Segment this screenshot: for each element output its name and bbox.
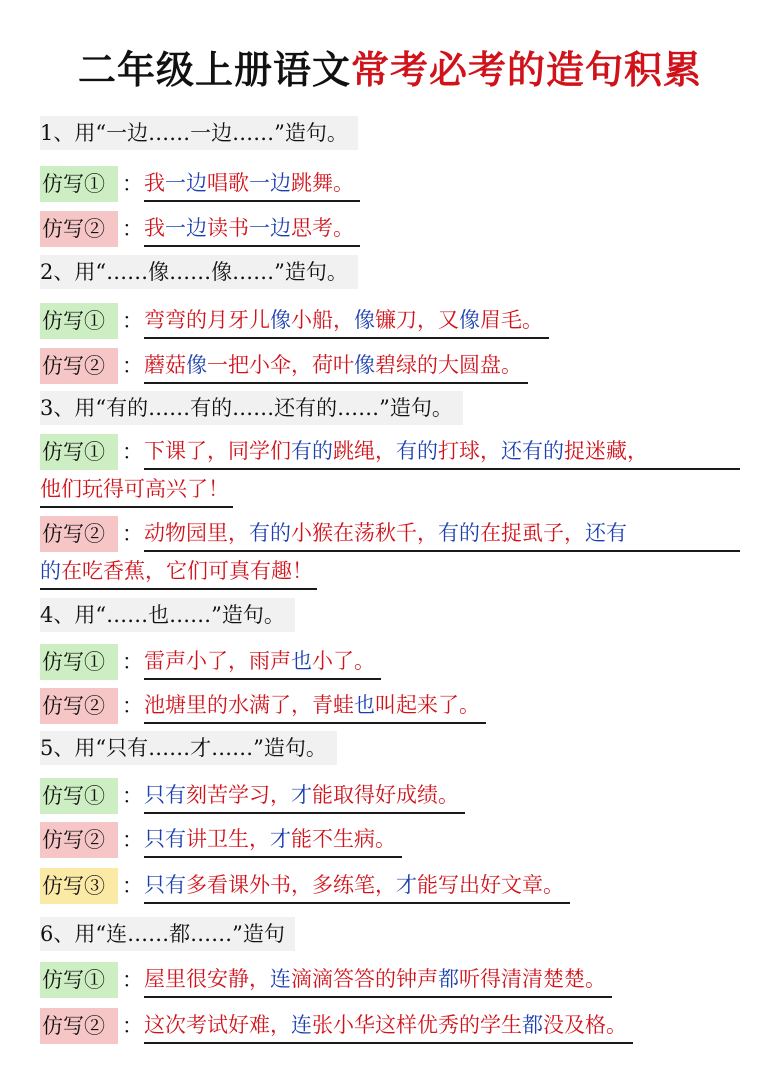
keyword-text: 有的 [396, 439, 438, 463]
question-prompt: 6、用“连……都……”造句 [40, 917, 295, 951]
question-prompt: 2、用“……像……像……”造句。 [40, 255, 358, 289]
example-sentence [144, 868, 570, 904]
keyword-text: 只有 [144, 873, 186, 897]
keyword-text: 一边 [165, 216, 207, 240]
keyword-text: 还有 [585, 521, 627, 545]
sentence-text: 思考。 [291, 216, 354, 240]
example-tag: 仿写② [40, 1008, 118, 1044]
sentence-text: 动物园里， [144, 521, 249, 545]
colon-separator: ： [122, 522, 143, 546]
sentence-text: 雷声小了，雨声 [144, 649, 291, 673]
sentence-text: 唱歌 [207, 171, 249, 195]
keyword-text: 有的 [291, 439, 333, 463]
example-sentence [144, 348, 528, 384]
keyword-text: 只有 [144, 827, 186, 851]
sentence-text: 弯弯的月牙儿 [144, 308, 270, 332]
keyword-text: 像 [354, 308, 375, 332]
colon-separator: ： [122, 694, 143, 718]
sentence-text: 打球， [438, 439, 501, 463]
sentence-text: 能不生病。 [291, 827, 396, 851]
keyword-text: 像 [354, 353, 375, 377]
example-sentence [144, 822, 402, 858]
example-tag: 仿写② [40, 822, 118, 858]
sentence-text: 滴滴答答的钟声 [291, 967, 438, 991]
sentence-text: 能写出好文章。 [417, 873, 564, 897]
example-tag: 仿写① [40, 166, 118, 202]
sentence-text: 刻苦学习， [186, 783, 291, 807]
sentence-text: 在捉虱子， [480, 521, 585, 545]
example-tag: 仿写① [40, 778, 118, 814]
question-prompt: 1、用“一边……一边……”造句。 [40, 116, 358, 150]
example-sentence [144, 211, 360, 247]
example-tag: 仿写① [40, 962, 118, 998]
colon-separator: ： [122, 309, 143, 333]
sentence-text: 在吃香蕉，它们可真有趣！ [61, 559, 313, 583]
keyword-text: 一边 [249, 216, 291, 240]
keyword-text: 才 [291, 783, 312, 807]
sentence-text: 跳舞。 [291, 171, 354, 195]
keyword-text: 才 [396, 873, 417, 897]
colon-separator: ： [122, 968, 143, 992]
title-red-part: 常考必考的造句积累 [351, 47, 703, 92]
question-prompt: 4、用“……也……”造句。 [40, 598, 295, 632]
sentence-text: 镰刀，又 [375, 308, 459, 332]
example-tag: 仿写② [40, 516, 118, 552]
sentence-text: 一把小伞，荷叶 [207, 353, 354, 377]
title-black-part: 二年级上册语文 [77, 47, 351, 92]
colon-separator: ： [122, 784, 143, 808]
sentence-text: 跳绳， [333, 439, 396, 463]
example-sentence [144, 166, 360, 202]
sentence-text: 张小华这样优秀的学生 [312, 1013, 522, 1037]
sentence-text: 小船， [291, 308, 354, 332]
keyword-text: 有的 [438, 521, 480, 545]
sentence-text: 叫起来了。 [375, 693, 480, 717]
example-sentence [144, 1008, 633, 1044]
example-tag: 仿写③ [40, 868, 118, 904]
sentence-text: 我 [144, 171, 165, 195]
page-title [0, 44, 780, 96]
sentence-text: 小猴在荡秋千， [291, 521, 438, 545]
colon-separator: ： [122, 874, 143, 898]
question-prompt: 3、用“有的……有的……还有的……”造句。 [40, 391, 463, 425]
sentence-text: 屋里很安静， [144, 967, 270, 991]
sentence-text: 小了。 [312, 649, 375, 673]
keyword-text: 像 [270, 308, 291, 332]
keyword-text: 连 [270, 967, 291, 991]
example-tag: 仿写① [40, 303, 118, 339]
sentence-line-2 [40, 554, 317, 590]
sentence-text: 他们玩得可高兴了！ [40, 477, 229, 501]
keyword-text: 像 [459, 308, 480, 332]
keyword-text: 一边 [249, 171, 291, 195]
colon-separator: ： [122, 217, 143, 241]
sentence-text: 碧绿的大圆盘。 [375, 353, 522, 377]
keyword-text: 像 [186, 353, 207, 377]
keyword-text: 都 [438, 967, 459, 991]
colon-separator: ： [122, 172, 143, 196]
keyword-text: 也 [354, 693, 375, 717]
colon-separator: ： [122, 828, 143, 852]
example-tag: 仿写② [40, 688, 118, 724]
colon-separator: ： [122, 354, 143, 378]
sentence-text: 捉迷藏， [564, 439, 648, 463]
sentence-text: 没及格。 [543, 1013, 627, 1037]
colon-separator: ： [122, 440, 143, 464]
keyword-text: 才 [270, 827, 291, 851]
sentence-text: 下课了，同学们 [144, 439, 291, 463]
sentence-line-1 [144, 516, 740, 552]
sentence-text: 蘑菇 [144, 353, 186, 377]
example-tag: 仿写② [40, 211, 118, 247]
sentence-text: 眉毛。 [480, 308, 543, 332]
colon-separator: ： [122, 1014, 143, 1038]
sentence-text: 池塘里的水满了，青蛙 [144, 693, 354, 717]
keyword-text: 还有的 [501, 439, 564, 463]
example-tag: 仿写① [40, 644, 118, 680]
example-sentence [144, 778, 465, 814]
keyword-text: 只有 [144, 783, 186, 807]
example-sentence [144, 688, 486, 724]
sentence-line-1 [144, 434, 740, 470]
example-tag: 仿写① [40, 434, 118, 470]
sentence-text: 我 [144, 216, 165, 240]
sentence-text: 讲卫生， [186, 827, 270, 851]
keyword-text: 的 [40, 559, 61, 583]
sentence-text: 听得清清楚楚。 [459, 967, 606, 991]
keyword-text: 有的 [249, 521, 291, 545]
keyword-text: 也 [291, 649, 312, 673]
sentence-text: 读书 [207, 216, 249, 240]
example-sentence [144, 644, 381, 680]
colon-separator: ： [122, 650, 143, 674]
example-sentence [144, 303, 549, 339]
keyword-text: 连 [291, 1013, 312, 1037]
sentence-text: 能取得好成绩。 [312, 783, 459, 807]
sentence-line-2 [40, 472, 233, 508]
example-tag: 仿写② [40, 348, 118, 384]
question-prompt: 5、用“只有……才……”造句。 [40, 731, 337, 765]
sentence-text: 多看课外书，多练笔， [186, 873, 396, 897]
keyword-text: 一边 [165, 171, 207, 195]
example-sentence [144, 962, 612, 998]
sentence-text: 这次考试好难， [144, 1013, 291, 1037]
keyword-text: 都 [522, 1013, 543, 1037]
